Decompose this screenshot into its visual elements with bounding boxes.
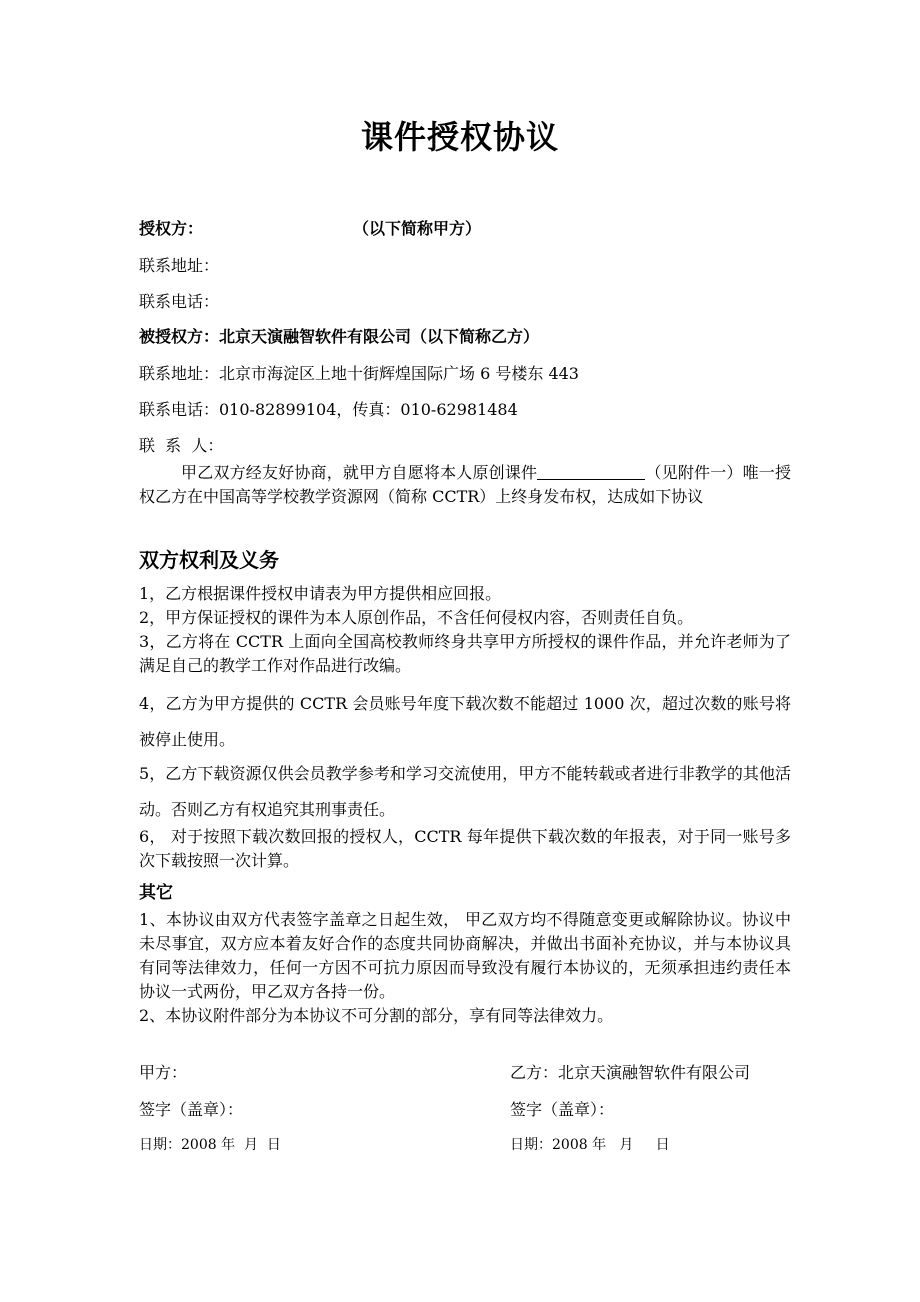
grantor-phone: 联系电话： (139, 292, 220, 311)
rights-item: 2，甲方保证授权的课件为本人原创作品，不含任何侵权内容，否则责任自负。 (139, 608, 694, 627)
party-b-date: 日期：2008 年 月 日 (510, 1137, 670, 1153)
section-heading-other: 其它 (139, 883, 173, 903)
party-a-sign: 签字（盖章）： (139, 1100, 244, 1119)
section-heading-rights: 双方权利及义务 (139, 548, 279, 572)
intro-text-end: （见附件一）唯一授权乙方在中国高等学校教学资源网（简称 CCTR）上终身发布权，达成如下协议 (139, 463, 791, 506)
rights-item: 5，乙方下载资源仅供会员教学参考和学习交流使用，甲方不能转载或者进行非教学的其他活动。否则乙方有权追究其刑事责任。 (139, 764, 791, 819)
party-a-label: 甲方： (139, 1063, 188, 1082)
rights-item: 3，乙方将在 CCTR 上面向全国高校教师终身共享甲方所授权的课件作品，并允许老师为了满足自己的教学工作对作品进行改编。 (139, 632, 791, 675)
party-b-sign: 签字（盖章）： (510, 1100, 615, 1119)
grantor-label: 授权方： (139, 219, 204, 238)
grantor-address: 联系地址： (139, 256, 220, 275)
rights-item: 4，乙方为甲方提供的 CCTR 会员账号年度下载次数不能超过 1000 次，超过次数的账号将被停止使用。 (139, 694, 791, 749)
rights-item: 6， 对于按照下载次数回报的授权人，CCTR 每年提供下载次数的年报表，对于同一账号多次下载按照一次计算。 (139, 827, 791, 870)
grantee-phone: 联系电话：010-82899104，传真：010-62981484 (139, 400, 518, 419)
party-b-label: 乙方：北京天演融智软件有限公司 (510, 1063, 751, 1082)
intro-text-start: 甲乙双方经友好协商，就甲方自愿将本人原创课件 (181, 463, 538, 482)
contact-person: 联 系 人： (139, 436, 224, 455)
courseware-name-blank (537, 463, 645, 480)
intro-paragraph (139, 461, 791, 509)
other-item: 2、本协议附件部分为本协议不可分割的部分，享有同等法律效力。 (139, 1006, 614, 1025)
party-a-date: 日期：2008 年 月 日 (139, 1137, 281, 1153)
other-item: 1、本协议由双方代表签字盖章之日起生效， 甲乙双方均不得随意变更或解除协议。协议中未尽事宜，双方应本着友好合作的态度共同协商解决，并做出书面补充协议，并与本协议具有同等法律效力，任何一方因不可抗力原因而导致没有履行本协议的，无须承担违约责任本协议一式两份，甲乙双方各持一份。 (139, 910, 791, 1001)
rights-item: 1，乙方根据课件授权申请表为甲方提供相应回报。 (139, 584, 502, 603)
grantor-line (139, 216, 791, 239)
grantee-address: 联系地址：北京市海淀区上地十街辉煌国际广场 6 号楼东 443 (139, 364, 579, 383)
grantee-line: 被授权方：北京天演融智软件有限公司（以下简称乙方） (139, 327, 540, 346)
grantor-note: （以下简称甲方） (353, 219, 482, 238)
page-title: 课件授权协议 (360, 118, 559, 156)
